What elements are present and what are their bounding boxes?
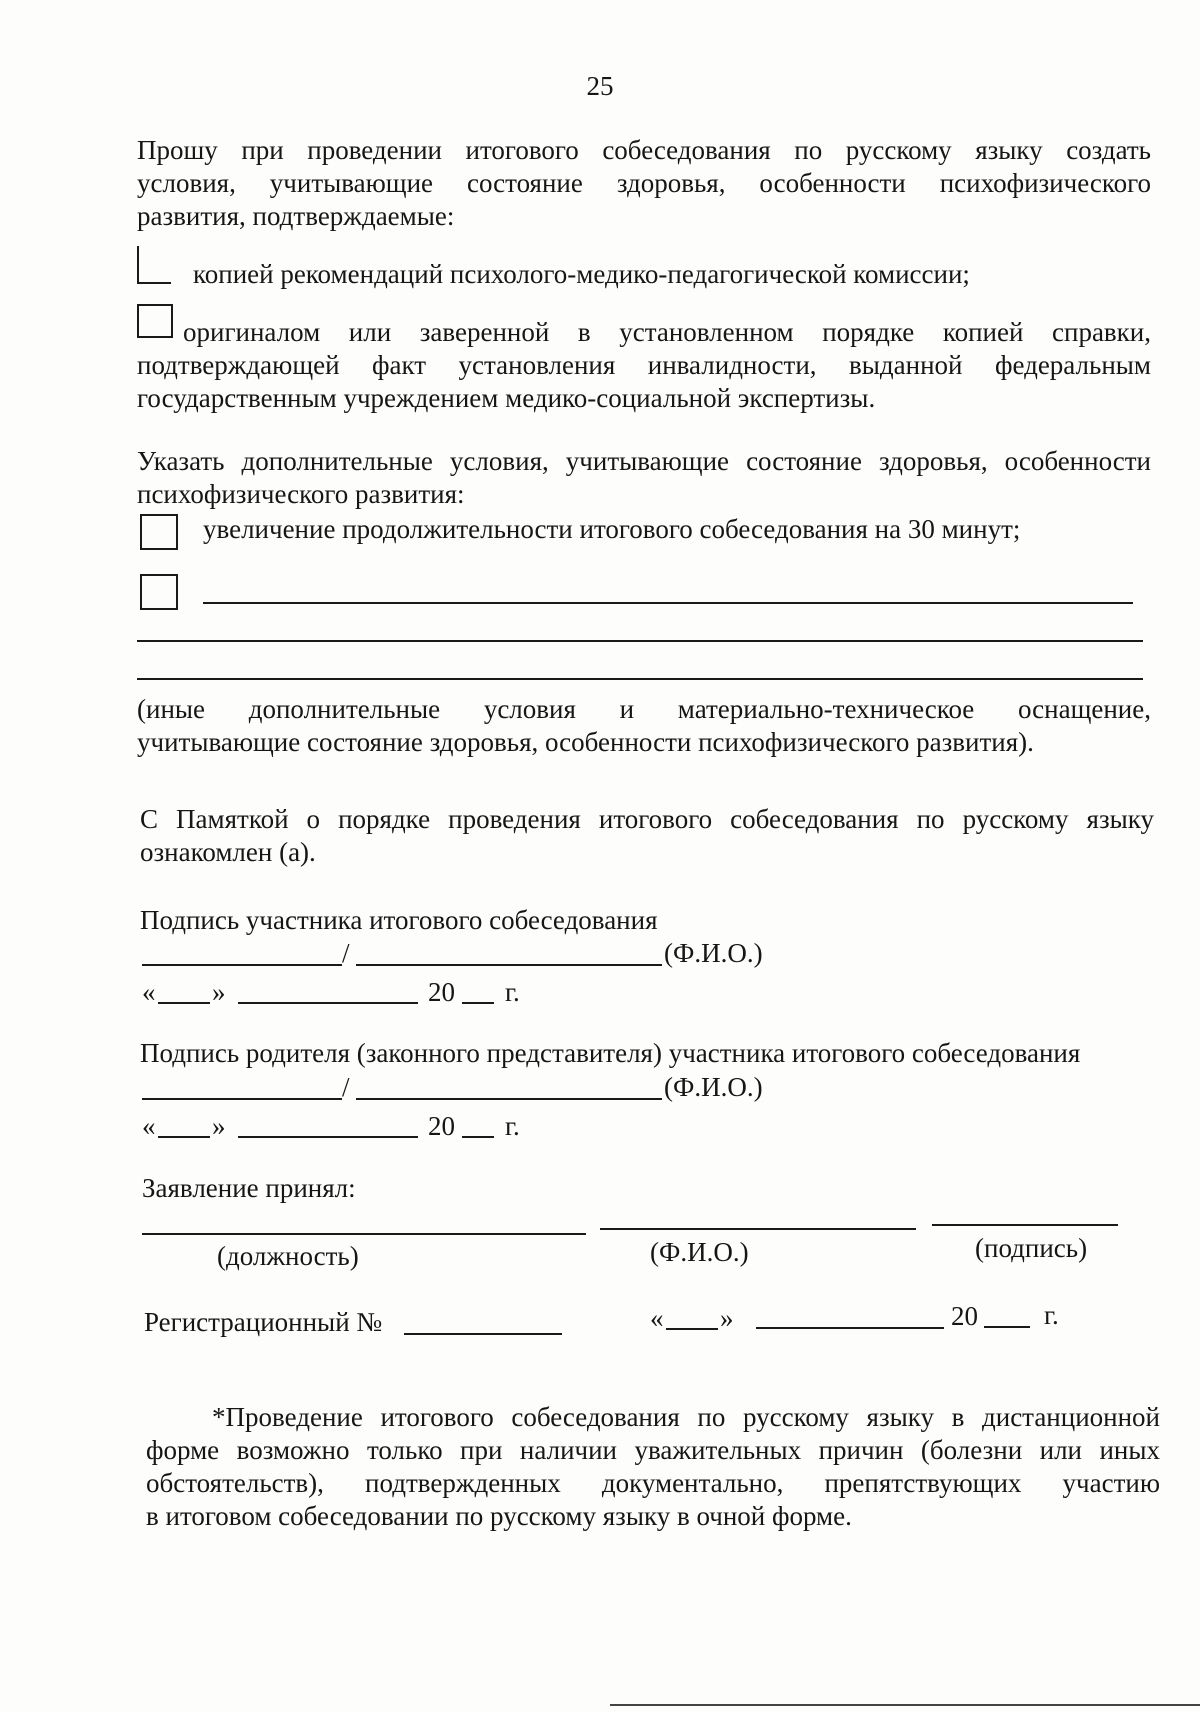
text-line: в итоговом собеседовании по русскому языку в очной форме. [146,1501,852,1531]
other-conditions-checkbox[interactable] [140,574,178,610]
text-line: психофизического развития: [137,479,465,509]
fio-caption: (Ф.И.О.) [664,1072,763,1102]
pmpk-checkbox[interactable] [137,246,171,284]
text-line: оригиналом или заверенной в установленном порядке копией справки, [183,317,1151,347]
registration-month-line[interactable] [756,1327,944,1329]
text-line: учитывающие состояние здоровья, особенности психофизического развития). [137,727,1034,757]
fio-caption: (Ф.И.О.) [664,938,763,968]
disability-option-text [137,316,1151,415]
registration-number-line[interactable] [404,1333,562,1335]
accepted-fio-line[interactable] [600,1228,916,1230]
parent-signature-line[interactable] [142,1098,342,1100]
other-conditions-caption [137,693,1151,759]
other-conditions-line[interactable] [137,678,1143,680]
text-line: ознакомлен (а). [140,837,316,867]
registration-year-line[interactable] [984,1326,1030,1328]
extend-time-checkbox[interactable] [140,514,178,550]
year-prefix: 20 [428,1111,455,1141]
text-line: (иные дополнительные условия и материально-техническое оснащение, [137,694,1151,724]
text-line: форме возможно только при наличии уважительных причин (болезни или иных [146,1435,1160,1465]
year-suffix: г. [505,1111,520,1141]
participant-signature-line[interactable] [142,964,342,966]
memo-paragraph [140,803,1154,869]
text-line: подтверждающей факт установления инвалидности, выданной федеральным [137,350,1151,380]
quote-open: « [650,1303,664,1333]
text-line: С Памяткой о порядке проведения итогового собеседования по русскому языку [140,804,1154,834]
text-line: развития, подтверждаемые: [137,201,455,231]
quote-close: » [720,1303,734,1333]
signature-caption: (подпись) [975,1233,1088,1263]
footnote-paragraph [146,1401,1160,1533]
year-prefix: 20 [428,977,455,1007]
registration-day-line[interactable] [666,1328,718,1330]
quote-open: « [142,1111,156,1141]
text-line: *Проведение итогового собеседования по русскому языку в дистанционной [212,1402,1160,1432]
accepted-signature-line[interactable] [932,1224,1118,1226]
signature-slash: / [342,1072,350,1102]
participant-signature-label: Подпись участника итогового собеседования [140,905,658,935]
participant-day-line[interactable] [158,1002,210,1004]
text-line: условия, учитывающие состояние здоровья, особенности психофизического [137,168,1151,198]
other-conditions-line[interactable] [137,640,1143,642]
page-number: 25 [586,71,614,101]
accepted-label: Заявление принял: [142,1173,356,1203]
quote-close: » [212,1111,226,1141]
parent-year-line[interactable] [462,1136,494,1138]
parent-month-line[interactable] [238,1136,418,1138]
additional-conditions-paragraph [137,445,1151,511]
participant-fio-line[interactable] [356,964,662,966]
pmpk-option-label: копией рекомендаций психолого-медико-педагогической комиссии; [193,259,970,289]
position-line[interactable] [142,1233,586,1235]
text-line: обстоятельств), подтвержденных документально, препятствующих участию [146,1468,1160,1498]
parent-day-line[interactable] [158,1136,210,1138]
year-suffix: г. [1044,1300,1059,1330]
registration-label: Регистрационный № [144,1307,383,1337]
extend-time-label: увеличение продолжительности итогового собеседования на 30 минут; [203,514,1021,544]
other-conditions-line[interactable] [203,602,1133,604]
text-line: Прошу при проведении итогового собеседования по русскому языку создать [137,135,1151,165]
text-line: государственным учреждением медико-социальной экспертизы. [137,383,876,413]
participant-year-line[interactable] [462,1002,494,1004]
text-line: Указать дополнительные условия, учитывающие состояние здоровья, особенности [137,446,1151,476]
year-suffix: г. [505,977,520,1007]
position-caption: (должность) [217,1241,359,1271]
parent-signature-label: Подпись родителя (законного представителя) участника итогового собеседования [140,1038,1081,1068]
fio-caption: (Ф.И.О.) [650,1237,749,1267]
participant-month-line[interactable] [238,1002,418,1004]
request-paragraph [137,134,1151,233]
signature-slash: / [342,938,350,968]
scan-edge-line [610,1704,1200,1706]
parent-fio-line[interactable] [356,1098,662,1100]
quote-open: « [142,977,156,1007]
year-prefix: 20 [951,1301,978,1331]
quote-close: » [212,977,226,1007]
